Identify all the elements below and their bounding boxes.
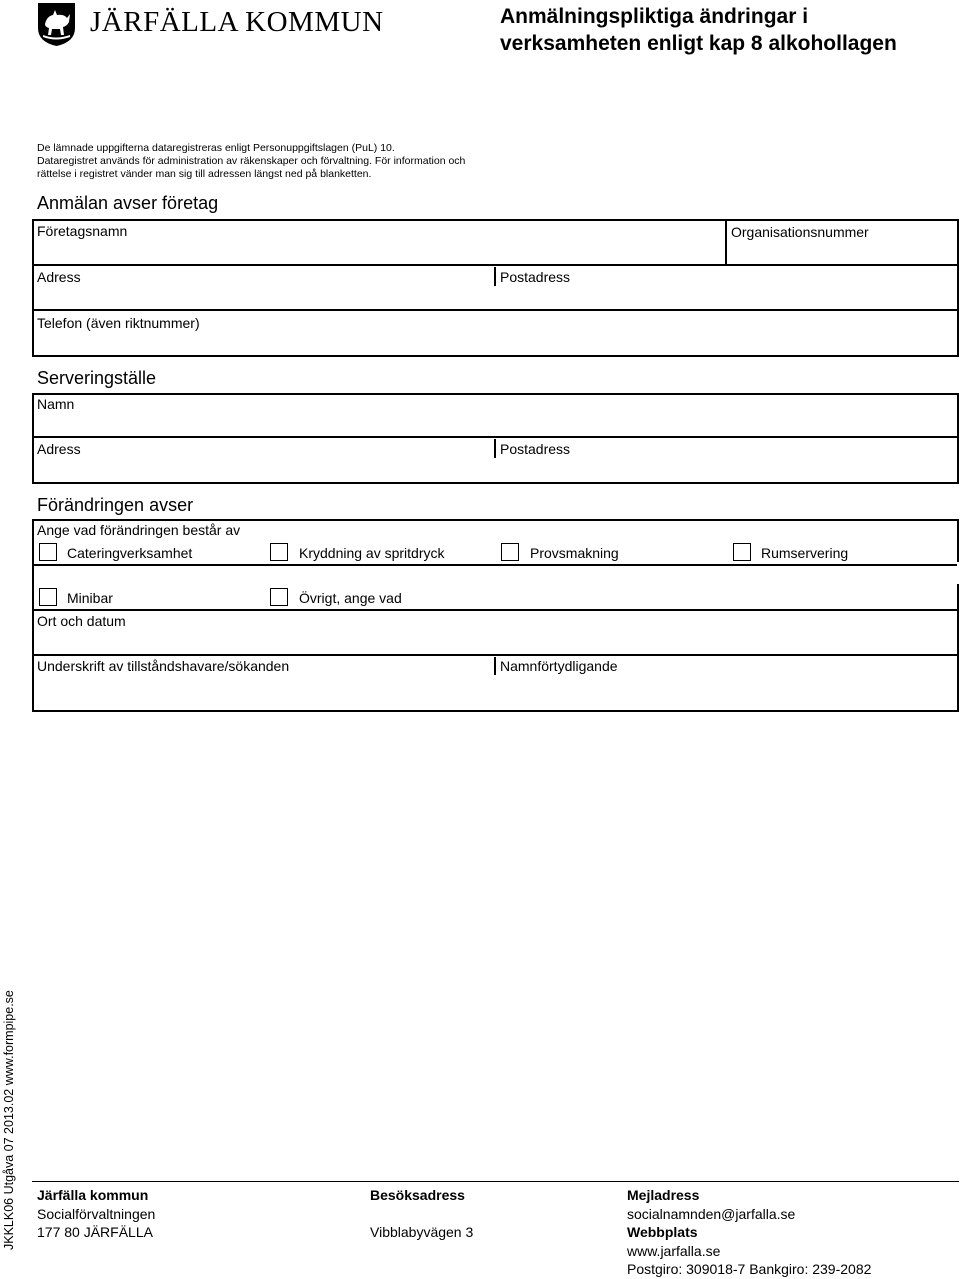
tasting-checkbox[interactable] — [501, 543, 519, 561]
other-checkbox[interactable] — [270, 588, 288, 606]
change-prompt-label: Ange vad förändringen består av — [37, 522, 241, 538]
spirit-flavouring-label: Kryddning av spritdryck — [299, 545, 445, 561]
phone-field[interactable]: Telefon (även riktnummer) — [37, 315, 200, 331]
section-heading-company: Anmälan avser företag — [37, 193, 219, 213]
footer-org-dept: Socialförvaltningen — [37, 1205, 156, 1222]
other-label: Övrigt, ange vad — [299, 590, 402, 606]
footer-visit — [370, 1186, 473, 1242]
tasting-label: Provsmakning — [530, 545, 619, 561]
divider — [494, 267, 496, 286]
divider — [32, 264, 959, 266]
form-title-line-1: Anmälningspliktiga ändringar i — [500, 5, 809, 28]
venue-postal-address-field[interactable]: Postadress — [500, 441, 571, 457]
divider — [32, 436, 959, 438]
catering-label: Cateringverksamhet — [67, 545, 193, 561]
footer-org-postal: 177 80 JÄRFÄLLA — [37, 1224, 153, 1240]
municipality-crest-icon — [37, 2, 76, 47]
room-service-checkbox[interactable] — [733, 543, 751, 561]
footer-org-label: Järfälla kommun — [37, 1187, 149, 1203]
form-id-text: JKKLK06 Utgåva 07 2013.02 www.formpipe.se — [2, 990, 16, 1250]
place-date-field[interactable]: Ort och datum — [37, 613, 126, 629]
privacy-notice-line: Dataregistret används för administration av räkenskaper och förvaltning. För information och — [37, 155, 466, 167]
divider — [32, 564, 959, 566]
footer-web-link[interactable]: www.jarfalla.se — [627, 1242, 721, 1259]
footer-visit-address: Vibblabyvägen 3 — [370, 1224, 474, 1240]
name-clarification-field[interactable]: Namnförtydligande — [500, 658, 618, 674]
org-number-field[interactable]: Organisationsnummer — [731, 224, 869, 240]
footer-org — [37, 1186, 155, 1242]
privacy-notice — [37, 142, 507, 181]
minibar-checkbox[interactable] — [39, 588, 57, 606]
footer-web-label: Webbplats — [627, 1224, 698, 1240]
footer-visit-label: Besöksadress — [370, 1187, 465, 1203]
divider — [494, 657, 496, 675]
spirit-flavouring-checkbox[interactable] — [270, 543, 288, 561]
venue-address-field[interactable]: Adress — [37, 441, 81, 457]
minibar-label: Minibar — [67, 590, 113, 606]
form-title-line-2: verksamheten enligt kap 8 alkohollagen — [500, 32, 897, 55]
section-heading-venue: Serveringställe — [37, 368, 157, 388]
room-service-label: Rumservering — [761, 545, 849, 561]
footer-mail-label: Mejladress — [627, 1187, 700, 1203]
footer-giro: Postgiro: 309018-7 Bankgiro: 239-2082 — [627, 1261, 872, 1277]
signature-field[interactable]: Underskrift av tillståndshavare/sökanden — [37, 658, 290, 674]
divider — [32, 309, 959, 311]
divider — [32, 609, 959, 611]
footer-contact — [627, 1186, 871, 1279]
privacy-notice-line: rättelse i registret vänder man sig till adressen längst ned på blanketten. — [37, 168, 372, 180]
section-heading-change: Förändringen avser — [37, 495, 194, 515]
footer-mail-link[interactable]: socialnamnden@jarfalla.se — [627, 1205, 796, 1222]
municipality-name: JÄRFÄLLA KOMMUN — [90, 6, 384, 38]
company-postal-address-field[interactable]: Postadress — [500, 269, 571, 285]
catering-checkbox[interactable] — [39, 543, 57, 561]
company-address-field[interactable]: Adress — [37, 269, 81, 285]
divider — [725, 221, 727, 264]
divider — [494, 439, 496, 458]
privacy-notice-line: De lämnade uppgifterna dataregistreras enligt Personuppgiftslagen (PuL) 10. — [37, 142, 395, 154]
divider — [32, 654, 959, 656]
footer-divider — [32, 1181, 959, 1182]
form-title — [500, 3, 950, 57]
venue-name-field[interactable]: Namn — [37, 396, 75, 412]
company-name-field[interactable]: Företagsnamn — [37, 223, 128, 239]
